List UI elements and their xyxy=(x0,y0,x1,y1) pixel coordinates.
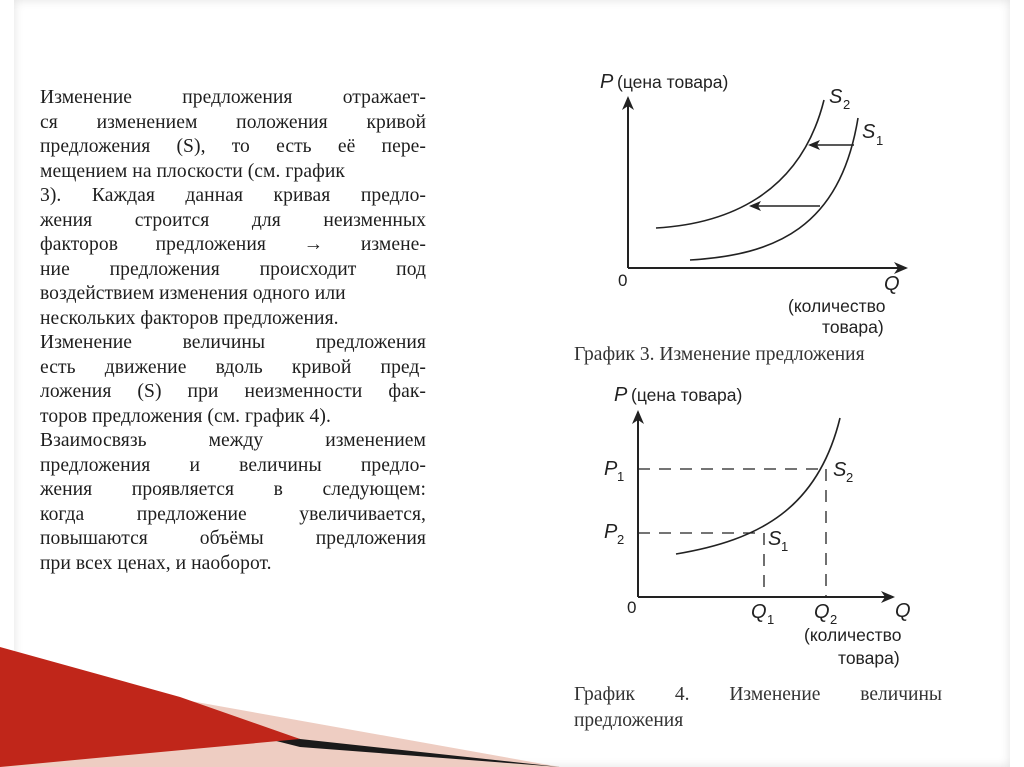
graph4-q2-label: Q xyxy=(814,601,830,623)
graph4-s2-label: S xyxy=(833,459,847,481)
text-line: воздействием изменения одного или xyxy=(40,283,346,304)
text-line: торов предложения (см. график 4). xyxy=(40,405,331,427)
graph4-s1-label: S xyxy=(768,528,782,550)
graph4-s2-sub: 2 xyxy=(846,470,854,485)
graph4-q1-sub: 1 xyxy=(767,612,775,627)
text-line: при всех ценах, и наоборот. xyxy=(40,552,272,574)
graph4-p1-label: P xyxy=(604,458,618,480)
text-line: когда предложение увеличивается, xyxy=(40,503,426,525)
graph3-curve-s2 xyxy=(656,100,824,228)
text-line: факторов предложения → измене- xyxy=(40,234,426,255)
text-line: предложения (S), то есть её пере- xyxy=(40,136,426,157)
text-line: жения проявляется в следующем: xyxy=(40,479,426,500)
graph4-x-label-1: (количество xyxy=(804,625,902,645)
graph4-q1-label: Q xyxy=(751,601,767,623)
text-line: Взаимосвязь между изменением xyxy=(40,430,426,451)
text-line: Изменение величины предложения xyxy=(40,332,426,353)
graph4-caption-line2: предложения xyxy=(574,710,684,731)
text-line: ложения (S) при неизменности фак- xyxy=(40,381,426,402)
text-line: предложения и величины предло- xyxy=(40,454,426,476)
graph4-p2-sub: 2 xyxy=(617,532,625,547)
text-line: ся изменением положения кривой xyxy=(40,111,426,133)
text-line: ние предложения происходит под xyxy=(40,258,426,280)
text-line: мещением на плоскости (см. график xyxy=(40,160,345,182)
graph3-y-label: (цена товара) xyxy=(617,72,729,92)
graph3-s2-sub: 2 xyxy=(843,97,851,112)
text-line: повышаются объёмы предложения xyxy=(40,528,426,549)
decorative-ribbon xyxy=(0,647,560,767)
text-line: 3). Каждая данная кривая предло- xyxy=(40,185,426,206)
graph3-s1-sub: 1 xyxy=(876,133,884,148)
graph4-x-label-2: товара) xyxy=(838,648,900,668)
graph3-x-label-1: (количество xyxy=(788,296,886,316)
graph3-caption: График 3. Изменение предложения xyxy=(574,344,865,365)
text-line: нескольких факторов предложения. xyxy=(40,307,339,329)
graph4-p2-label: P xyxy=(604,521,618,543)
graph3-x-letter: Q xyxy=(884,273,900,295)
graph3-x-label-2: товара) xyxy=(822,317,884,337)
graph4-y-letter: P xyxy=(614,384,628,406)
graph4-caption-line1: График 4. Изменение величины xyxy=(574,684,942,705)
graph3-curve-s1 xyxy=(690,118,858,260)
graph3-s1-label: S xyxy=(862,121,876,143)
graph-3 xyxy=(600,71,906,337)
graph4-q2-sub: 2 xyxy=(830,612,838,627)
graph3-y-letter: P xyxy=(600,71,614,93)
graph3-s2-label: S xyxy=(829,86,843,108)
graph-4 xyxy=(604,384,911,668)
graph3-origin: 0 xyxy=(618,271,628,290)
graph4-y-label: (цена товара) xyxy=(631,385,743,405)
text-line: есть движение вдоль кривой пред- xyxy=(40,356,426,378)
graph4-x-letter: Q xyxy=(895,600,911,622)
graph4-origin: 0 xyxy=(627,598,637,617)
graph4-p1-sub: 1 xyxy=(617,469,625,484)
graph4-s1-sub: 1 xyxy=(781,539,789,554)
text-line: Изменение предложения отражает- xyxy=(40,87,426,108)
graph4-supply-curve xyxy=(676,418,840,554)
text-line: жения строится для неизменных xyxy=(40,209,426,231)
